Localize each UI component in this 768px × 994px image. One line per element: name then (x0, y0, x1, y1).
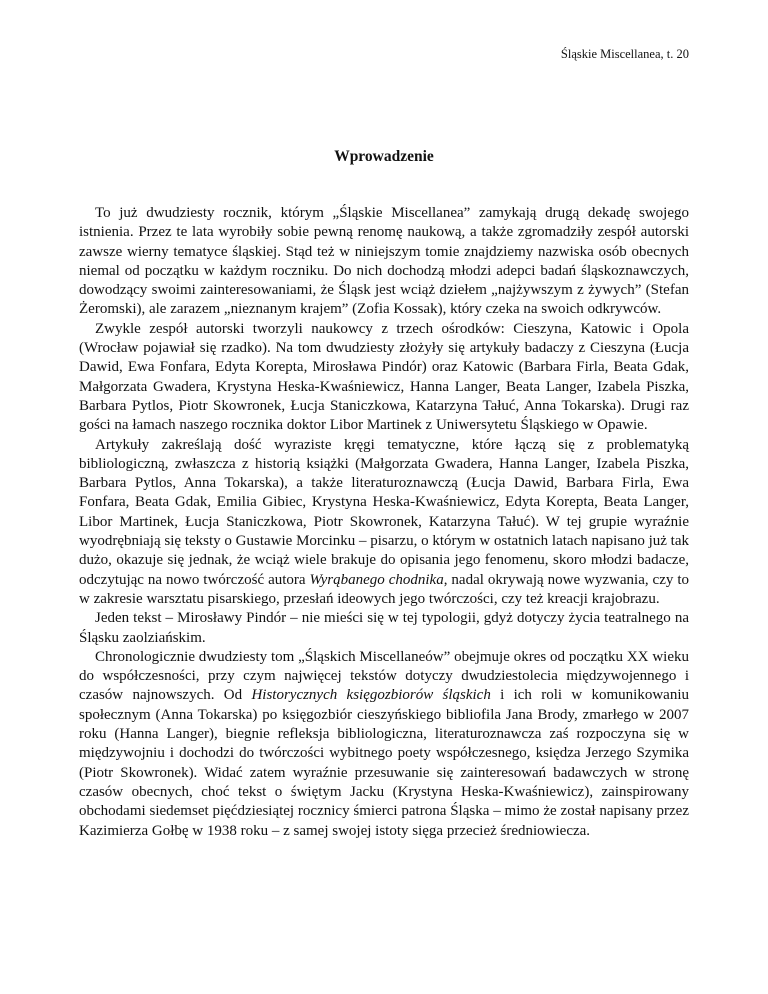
book-title: Wyrąbanego chodnika (309, 571, 444, 588)
paragraph: To już dwudziesty rocznik, którym „Śląskie Miscellanea” zamykają drugą dekadę swojego istnienia. Przez te lata wyrobiły sobie pewną renomę naukową, a także zgromadziły zespół autorski zawsze wierny tematyce śląskiej. Stąd też w niniejszym tomie znajdziemy nazwiska osób obecnych niemal od początku w każdym roczniku. Do nich dochodzą młodzi adepci badań śląskoznawczych, dowodzący swoimi zainteresowaniami, że Śląsk jest wciąż dziełem „najżywszym z żywych” (Stefan Żeromski), ale zarazem „nieznanym krajem” (Zofia Kossak), który czeka na swoich odkrywców. (79, 205, 689, 318)
body-text (79, 204, 689, 841)
running-header: Śląskie Miscellanea, t. 20 (560, 47, 689, 61)
paragraph: Jeden tekst – Mirosławy Pindór – nie mieści się w tej typologii, gdyż dotyczy życia teatralnego na Śląsku zaolziańskim. (79, 610, 689, 646)
paragraph: Chronologicznie dwudziesty tom „Śląskich Miscellaneów” obejmuje okres od początku XX wieku do współczesności, przy czym najwięcej tekstów dotyczy dwudziestolecia międzywojennego i czasów najnowszych. Od Historycznych księgozbiorów śląskich i ich roli w komunikowaniu społecznym (Anna Tokarska) po księgozbiór cieszyńskiego bibliofila Jana Brody, zmarłego w 2007 roku (Hanna Langer), biegnie refleksja bibliologiczna, literaturoznawcza zaś rozpoczyna się w międzywojniu i dochodzi do twórczości wybitnego poety współczesnego, księdza Jerzego Szymika (Piotr Skowronek). Widać zatem wyraźnie przesuwanie się zainteresowań badawczych w stronę czasów obecnych, choć tekst o świętym Jacku (Krystyna Heska-Kwaśniewicz), zainspirowany obchodami siedemset pięćdziesiątej rocznicy śmierci patrona Śląska – mimo że został napisany przez Kazimierza Gołbę w 1938 roku – z samej swojej istoty sięga przecież średniowiecza. (79, 648, 689, 839)
paragraph: Artykuły zakreślają dość wyraziste kręgi tematyczne, które łączą się z problematyką bibliologiczną, zwłaszcza z historią książki (Małgorzata Gwadera, Hanna Langer, Izabela Piszka, Barbara Pytlos, Anna Tokarska), a także literaturoznawczą (Łucja Dawid, Barbara Firla, Ewa Fonfara, Beata Gdak, Emilia Gibiec, Krystyna Heska-Kwaśniewicz, Edyta Korepta, Beata Langer, Libor Martinek, Łucja Staniczkowa, Piotr Skowronek, Katarzyna Tałuć). W tej grupie wyraźnie wyodrębniają się teksty o Gustawie Morcinku – pisarzu, o którym w ostatnich latach napisano już tak dużo, okazuje się jednak, że wciąż wiele brakuje do opisania jego fenomenu, skoro młodzi badacze, odczytując na nowo twórczość autora Wyrąbanego chodnika, nadal okrywają nowe wyzwania, czy to w zakresie warsztatu pisarskiego, przesłań ideowych jego twórczości, czy też kreacji krajobrazu. (79, 436, 689, 607)
page-title: Wprowadzenie (334, 148, 434, 165)
paragraph: Zwykle zespół autorski tworzyli naukowcy z trzech ośrodków: Cieszyna, Katowic i Opola (Wrocław pojawiał się rzadko). Na tom dwudziesty złożyły się artykuły badaczy z Cieszyna (Łucja Dawid, Ewa Fonfara, Edyta Korepta, Mirosława Pindór) oraz Katowic (Barbara Firla, Beata Gdak, Małgorzata Gwadera, Krystyna Heska-Kwaśniewicz, Hanna Langer, Beata Langer, Izabela Piszka, Barbara Pytlos, Piotr Skowronek, Łucja Staniczkowa, Katarzyna Tałuć, Anna Tokarska). Drugi raz gości na łamach naszego rocznika doktor Libor Martinek z Uniwersytetu Śląskiego w Opawie. (79, 320, 689, 434)
book-title: Historycznych księgozbiorów śląskich (251, 687, 491, 704)
